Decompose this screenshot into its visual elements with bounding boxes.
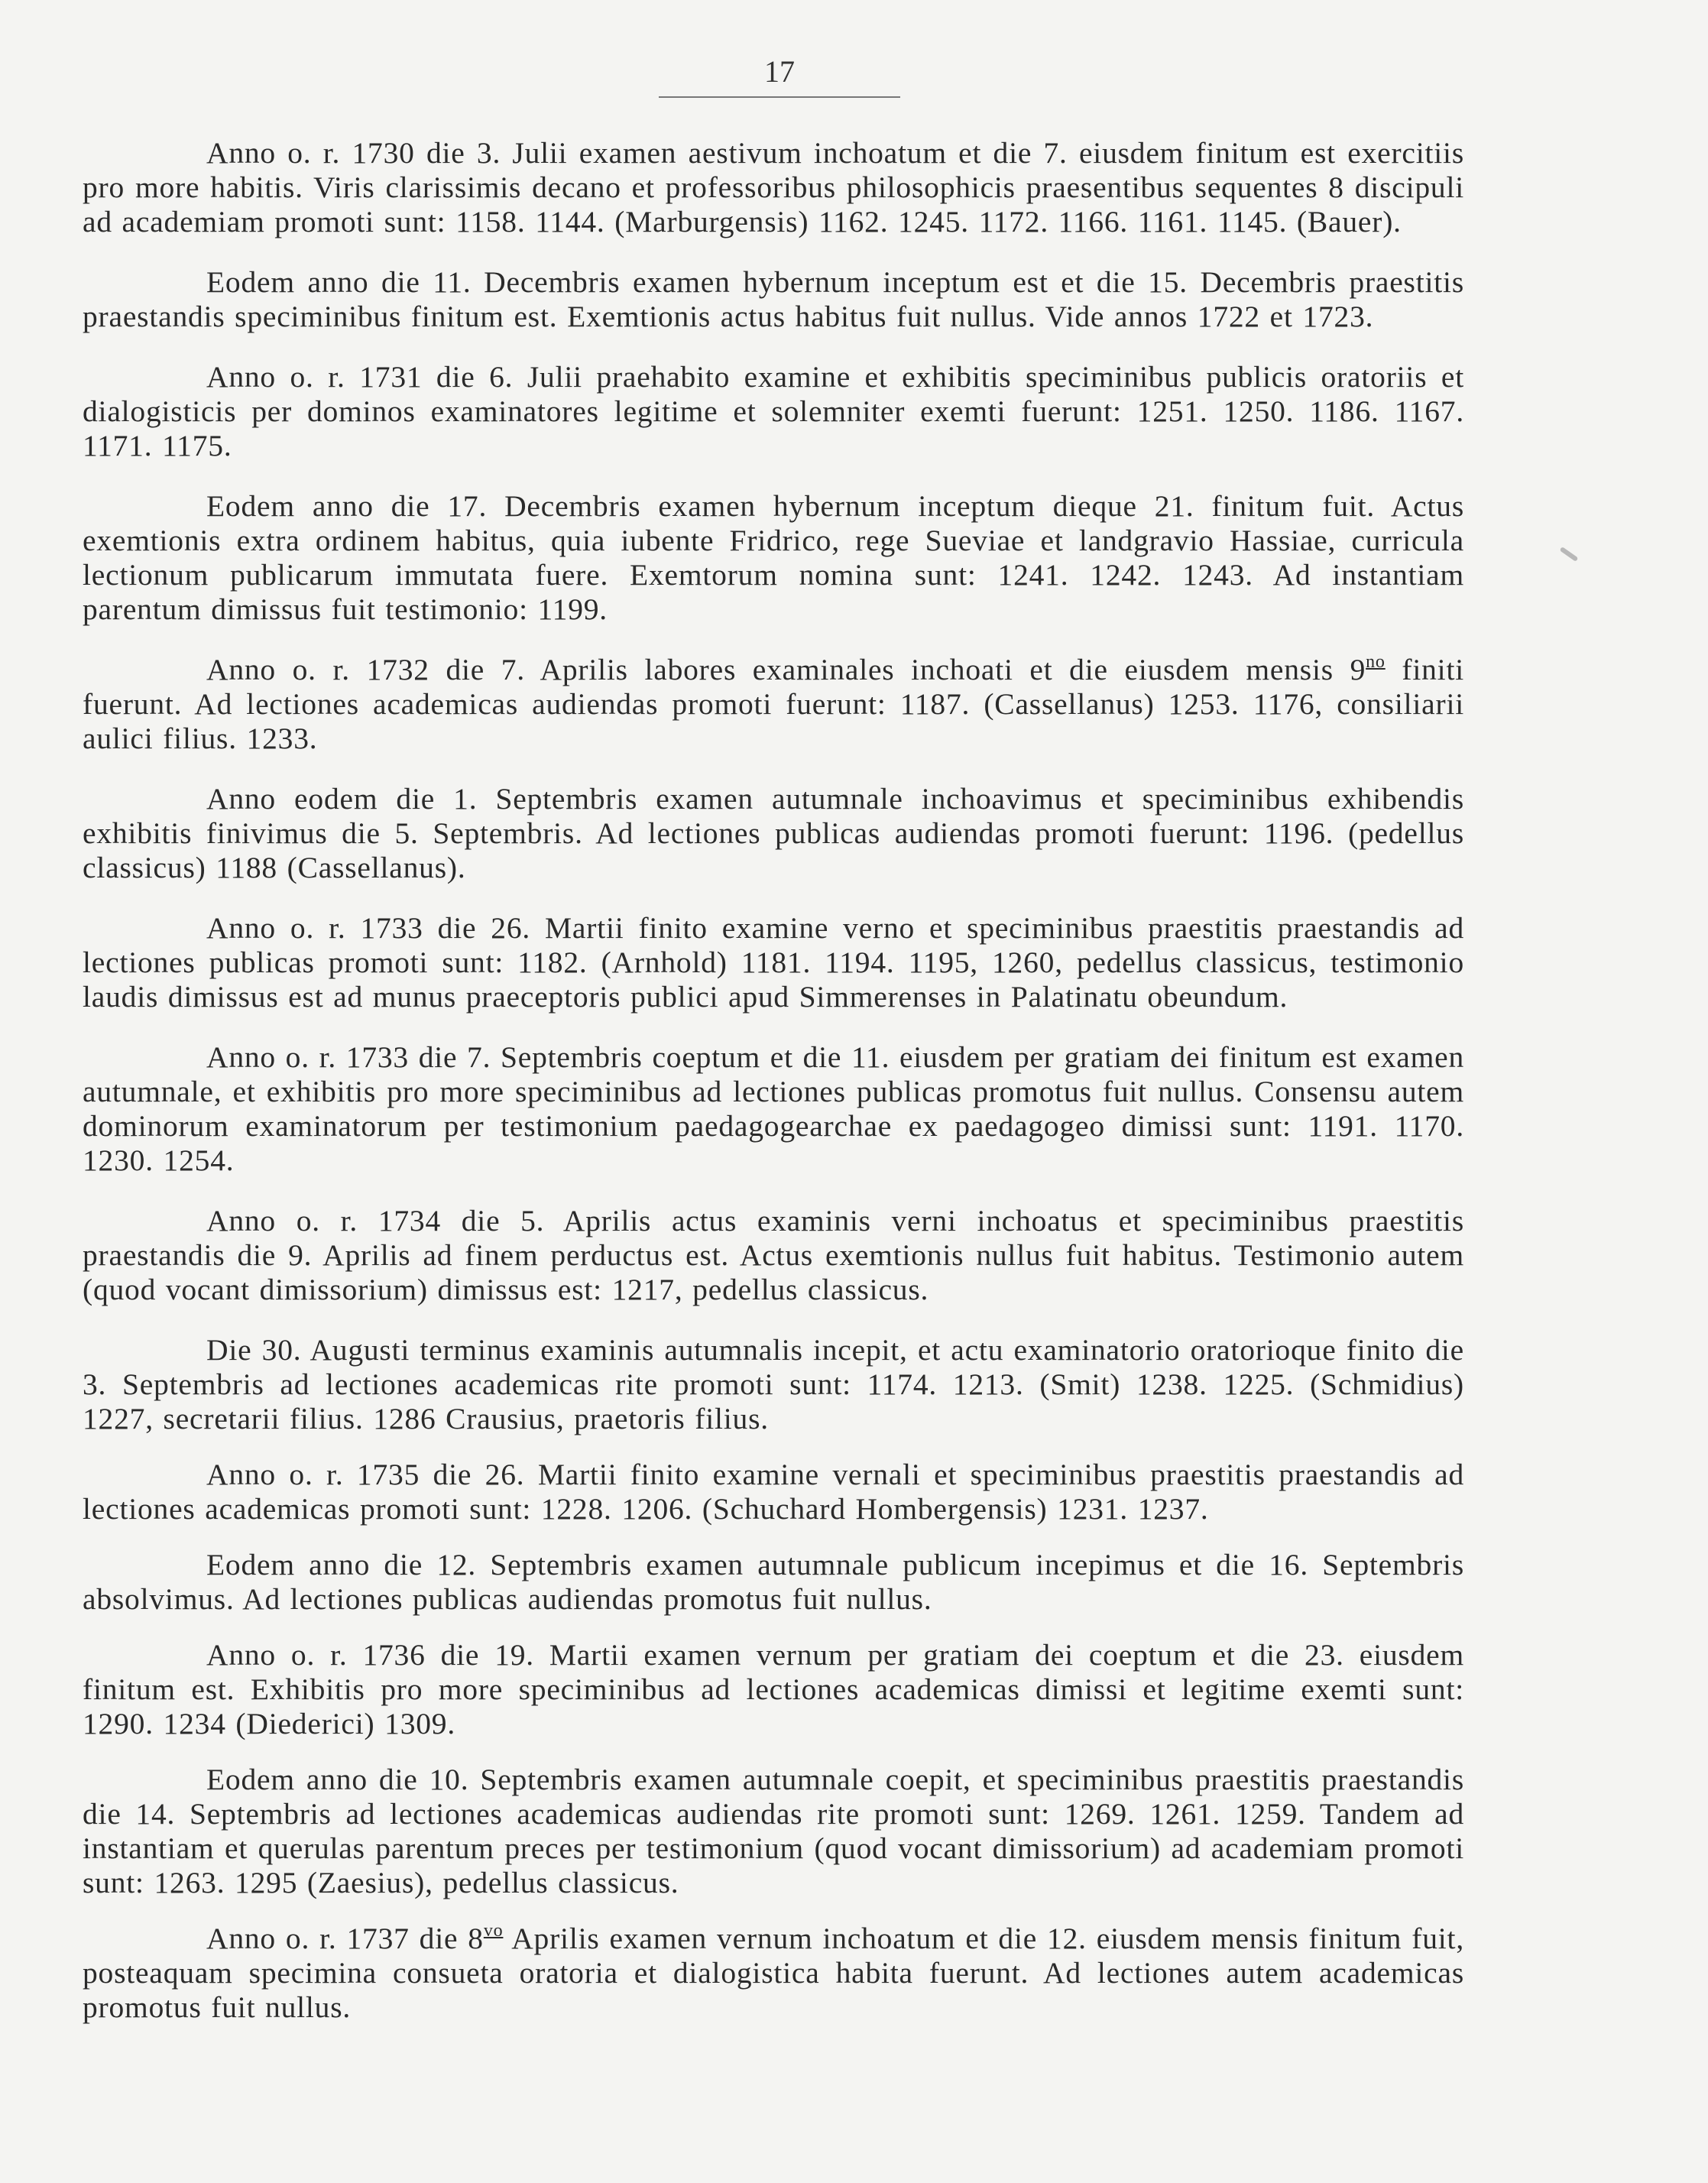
paragraph-1735-spring: Anno o. r. 1735 die 26. Martii finito examine vernali et speciminibus praestitis praestandis ad lectiones academicas promoti sunt: 1228. 1206. (Schuchard Hombergensis) 1231. 1237.	[83, 1458, 1464, 1526]
paragraph-1736-spring: Anno o. r. 1736 die 19. Martii examen vernum per gratiam dei coeptum et die 23. eiusdem finitum est. Exhibitis pro more speciminibus ad lectiones academicas dimissi et legitime exemti sunt: 1290. 1234 (Diederici) 1309.	[83, 1638, 1464, 1740]
paragraph-1733-autumn: Anno o. r. 1733 die 7. Septembris coeptum et die 11. eiusdem per gratiam dei finitum est examen autumnale, et exhibitis pro more speciminibus ad lectiones publicas promotus fuit nullus. Consensu autem dominorum examinatorum per testimonium paedagogearchae ex paedagogeo dimissi sunt: 1191. 1170. 1230. 1254.	[83, 1040, 1464, 1177]
paragraph-text-after: Aprilis examen vernum inchoatum et die 12. eiusdem mensis finitum fuit, posteaquam specimina consueta oratoria et dialogistica habita fuerunt. Ad lectiones autem academicas promotus fuit nullus.	[83, 1922, 1465, 2024]
ordinal-suffix: vo	[483, 1920, 504, 1941]
paragraph-1731-winter: Eodem anno die 17. Decembris examen hybernum inceptum dieque 21. finitum fuit. Actus exemtionis extra ordinem habitus, quia iubente Fridrico, rege Sueviae et landgravio Hassiae, curricula lectionum publicarum immutata fuere. Exemtorum nomina sunt: 1241. 1242. 1243. Ad instantiam parentum dimissus fuit testimonio: 1199.	[83, 489, 1464, 626]
paragraph-1734-autumn: Die 30. Augusti terminus examinis autumnalis incepit, et actu examinatorio oratorioque finito die 3. Septembris ad lectiones academicas rite promoti sunt: 1174. 1213. (Smit) 1238. 1225. (Schmidius) 1227, secretarii filius. 1286 Crausius, praetoris filius.	[83, 1333, 1464, 1435]
paragraph-1737-spring	[83, 1922, 1464, 2025]
paragraph-1730-winter: Eodem anno die 11. Decembris examen hybernum inceptum est et die 15. Decembris praestitis praestandis speciminibus finitum est. Exemtionis actus habitus fuit nullus. Vide annos 1722 et 1723.	[83, 265, 1464, 333]
paragraph-1733-spring: Anno o. r. 1733 die 26. Martii finito examine verno et speciminibus praestitis praestandis ad lectiones publicas promoti sunt: 1182. (Arnhold) 1181. 1194. 1195, 1260, pedellus classicus, testimonio laudis dimissus est ad munus praeceptoris publici apud Simmerenses in Palatinatu obeundum.	[83, 911, 1464, 1014]
paragraph-text-after: finiti fuerunt. Ad lectiones academicas audiendas promoti fuerunt: 1187. (Cassellanus) 1253. 1176, consiliarii aulici filius. 1233.	[83, 653, 1464, 755]
paragraph-text-before: Anno o. r. 1737 die 8	[206, 1922, 484, 1955]
paragraph-text-before: Anno o. r. 1732 die 7. Aprilis labores examinales inchoati et die eiusdem mensis 9	[206, 653, 1366, 686]
paragraph-1731-summer: Anno o. r. 1731 die 6. Julii praehabito examine et exhibitis speciminibus publicis oratoriis et dialogisticis per dominos examinatores legitime et solemniter exemti fuerunt: 1251. 1250. 1186. 1167. 1171. 1175.	[83, 360, 1464, 462]
paragraph-1730-summer: Anno o. r. 1730 die 3. Julii examen aestivum inchoatum et die 7. eiusdem finitum est exercitiis pro more habitis. Viris clarissimis decano et professoribus philosophicis praesentibus sequentes 8 discipuli ad academiam promoti sunt: 1158. 1144. (Marburgensis) 1162. 1245. 1172. 1166. 1161. 1145. (Bauer).	[83, 136, 1464, 238]
paragraph-1736-autumn: Eodem anno die 10. Septembris examen autumnale coepit, et speciminibus praestitis praestandis die 14. Septembris ad lectiones academicas audiendas rite promoti sunt: 1269. 1261. 1259. Tandem ad instantiam et querulas parentum preces per testimonium (quod vocant dimissorium) ad academiam promoti sunt: 1263. 1295 (Zaesius), pedellus classicus.	[83, 1763, 1464, 1899]
paragraph-1735-autumn: Eodem anno die 12. Septembris examen autumnale publicum incepimus et die 16. Septembris absolvimus. Ad lectiones publicas audiendas promotus fuit nullus.	[83, 1548, 1464, 1616]
scan-speck	[1560, 547, 1579, 562]
ordinal-suffix: no	[1366, 651, 1386, 672]
paragraph-1732-autumn: Anno eodem die 1. Septembris examen autumnale inchoavimus et speciminibus exhibendis exhibitis finivimus die 5. Septembris. Ad lectiones publicas audiendas promoti fuerunt: 1196. (pedellus classicus) 1188 (Cassellanus).	[83, 782, 1464, 884]
header-rule	[659, 96, 900, 98]
paragraph-1732-spring	[83, 653, 1464, 756]
page-text	[83, 136, 1464, 2051]
page-number: 17	[764, 54, 795, 89]
paragraph-1734-spring: Anno o. r. 1734 die 5. Aprilis actus examinis verni inchoatus et speciminibus praestitis praestandis die 9. Aprilis ad finem perductus est. Actus exemtionis nullus fuit habitus. Testimonio autem (quod vocant dimissorium) dimissus est: 1217, pedellus classicus.	[83, 1204, 1464, 1306]
